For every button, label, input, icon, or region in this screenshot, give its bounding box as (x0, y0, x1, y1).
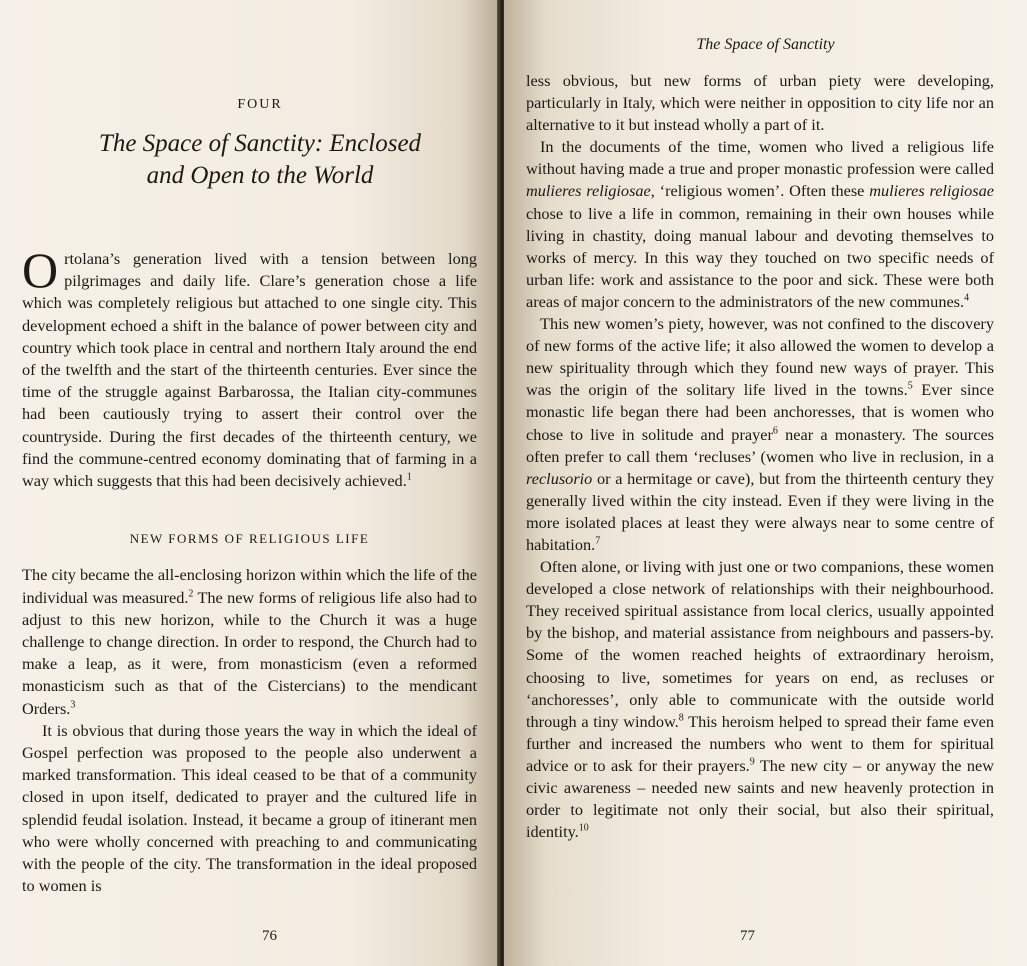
paragraph-text: or a hermitage or cave), but from the thirteenth century they generally lived within the city instead. Even if they were living in the more isolated places at least they were always near to some centre of habitation. (526, 468, 994, 554)
paragraph (22, 720, 477, 898)
running-head: The Space of Sanctity (696, 36, 835, 53)
paragraph-text: This heroism helped to spread their fame even further and increased the numbers who went to them for spiritual advice or to ask for their prayers. (526, 711, 994, 775)
chapter-number: FOUR (237, 97, 283, 112)
paragraph (526, 313, 994, 556)
paragraph-text: The new city – or anyway the new civic awareness – needed new saints and new heavenly protection in order to legitimate not only their social, but also their spiritual, identity. (526, 755, 994, 842)
chapter-title (40, 128, 480, 192)
left-page (0, 0, 500, 966)
italic-term: mulieres religiosae (869, 181, 994, 201)
footnote-ref: 9 (749, 756, 755, 768)
drop-cap: O (22, 242, 59, 298)
page-number: 77 (740, 928, 755, 944)
right-page-body (526, 70, 994, 843)
footnote-ref: 6 (772, 425, 778, 437)
paragraph-text: chose to live a life in common, remaining in their own houses while living in chastity, doing manual labour and devoting themselves to works of mercy. In this way they touched on two specific needs of urban life: work and assistance to the poor and sick. These were both areas of major concern to the administrators of the new communes. (526, 203, 994, 311)
footnote-ref: 3 (70, 699, 76, 711)
paragraph-text: , ‘religious women’. Often these (650, 181, 870, 201)
paragraph-text: rtolana’s generation lived with a tension between long pilgrimages and daily life. Clare’s generation chose a life which was completely religious but attached to one single city. This development echoed a shift in the balance of power between city and country which took place in central and northern Italy around the end of the twelfth and the start of the thirteenth centuries. Ever since the time of the struggle against Barbarossa, the Italian city-communes had been cautiously trying to assert their control over the countryside. During the first decades of the thirteenth century, we find the commune-centred economy dominating that of farming in a way which suggests that this had been decisively achieved. (22, 249, 477, 491)
italic-term: mulieres religiosae (526, 181, 651, 201)
italic-term: reclusorio (526, 468, 593, 488)
paragraph (22, 242, 477, 492)
section-heading: NEW FORMS OF RELIGIOUS LIFE (129, 531, 370, 547)
page-number: 76 (262, 928, 277, 944)
paragraph (22, 564, 477, 719)
footnote-ref: 1 (406, 471, 412, 483)
paragraph-text: This new women’s piety, however, was not confined to the discovery of new forms of the active life; it also allowed the women to develop a new spirituality through which they found new ways of prayer. This was the origin of the solitary life lived in the towns. (526, 314, 994, 400)
paragraph (526, 556, 994, 843)
footnote-ref: 2 (188, 588, 194, 600)
paragraph-text: near a monastery. The sources often prefer to call them ‘recluses’ (women who live in reclusion, in a (526, 424, 995, 466)
footnote-ref: 4 (964, 292, 970, 304)
footnote-ref: 10 (578, 822, 589, 834)
chapter-title-line1: The Space of Sanctity: Enclosed (98, 130, 422, 157)
right-page (504, 0, 1027, 966)
footnote-ref: 8 (678, 712, 684, 724)
paragraph-text: Ever since monastic life began there had been anchoresses, that is women who chose to live in solitude and prayer (526, 380, 994, 444)
paragraph-text: The new forms of religious life also had to adjust to this new horizon, while to the Church it was a huge challenge to change direction. In order to respond, the Church had to make a leap, as it were, from monasticism (even a reformed monasticism such as that of the Cistercians) to the mendicant Orders. (22, 587, 477, 718)
chapter-title-line2: and Open to the World (146, 162, 374, 189)
paragraph-text: less obvious, but new forms of urban piety were developing, particularly in Italy, which were neither in opposition to city life nor an alternative to it but instead wholly a part of it. (526, 71, 994, 135)
paragraph (526, 70, 994, 136)
paragraph-text: The city became the all-enclosing horizon within which the life of the individual was measured. (22, 565, 477, 607)
left-page-body (22, 242, 477, 897)
paragraph-text: It is obvious that during those years the way in which the ideal of Gospel perfection was proposed to the people also underwent a marked transformation. This ideal ceased to be that of a community closed in upon itself, dedicated to prayer and the cultured life in splendid feudal isolation. Instead, it became a group of itinerant men who were wholly concerned with preaching to and communicating with the people of the city. The transformation in the ideal proposed to women is (22, 720, 477, 896)
paragraph-text: Often alone, or living with just one or two companions, these women developed a close network of relationships with their neighbourhood. They received spiritual assistance from local clerics, usually appointed by the bishop, and material assistance from neighbours and passers-by. Some of the women reached heights of extraordinary heroism, choosing to live, sometimes for years on end, as recluses or ‘anchoresses’, only able to communicate with the outside world through a tiny window. (526, 557, 994, 731)
paragraph (526, 136, 994, 313)
footnote-ref: 5 (907, 380, 913, 392)
paragraph-text: In the documents of the time, women who lived a religious life without having made a true and proper monastic profession were called (526, 137, 994, 179)
footnote-ref: 7 (595, 535, 601, 547)
